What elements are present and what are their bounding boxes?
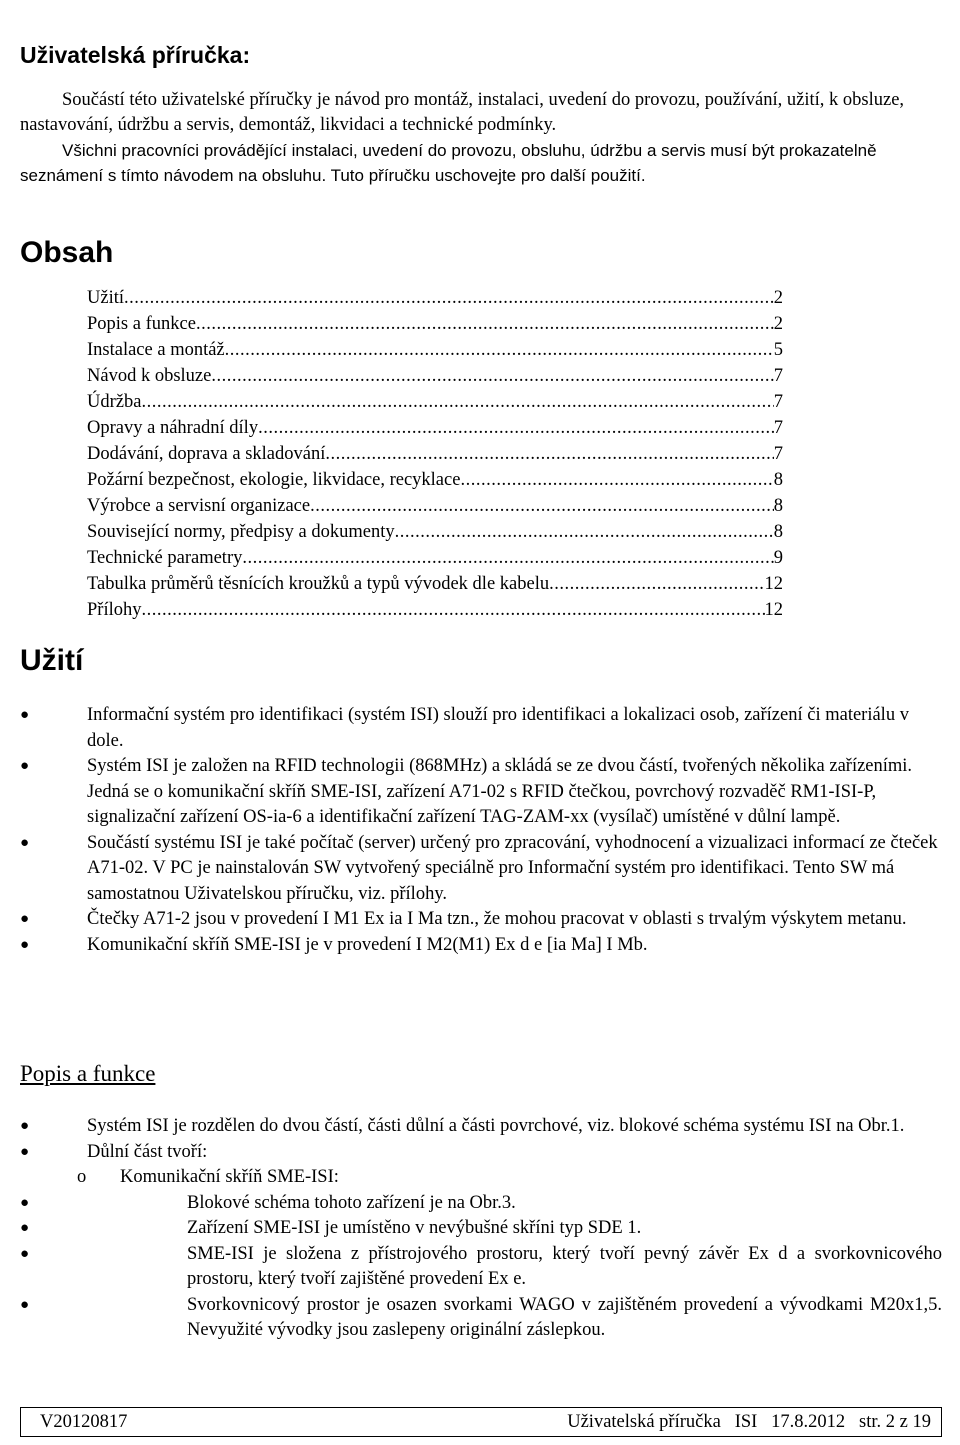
toc-entry-title: Přílohy bbox=[87, 600, 142, 620]
toc-entry-title: Související normy, předpisy a dokumenty bbox=[87, 522, 395, 542]
bullet-icon: ● bbox=[20, 707, 30, 723]
bullet-icon: ● bbox=[20, 936, 30, 953]
toc-entry-page: 2 bbox=[773, 314, 783, 334]
bullet-icon: ● bbox=[20, 1118, 30, 1134]
popis-list bbox=[20, 1114, 942, 1344]
toc-entry-page: 7 bbox=[773, 418, 783, 438]
list-item: ● Systém ISI je založen na RFID technologii (868MHz) a skládá se ze dvou částí, tvořených několika zařízeními. Jedná se o komunikační skříň SME-ISI, zařízení A71-02 s RFID čtečkou, povrchový rozvaděč RM1-ISI-P, signalizační zařízení OS-ia-6 a identifikační zařízení TAG-ZAM-xx (vysílač) umístěné v důlní lampě. bbox=[20, 756, 913, 827]
bullet-icon: ● bbox=[20, 1194, 30, 1211]
toc-entry-page: 8 bbox=[773, 470, 783, 490]
toc-entry-title: Opravy a náhradní díly bbox=[87, 418, 259, 438]
sub-list-item: o Komunikační skříň SME-ISI: bbox=[20, 1165, 942, 1191]
toc-leader bbox=[124, 285, 774, 311]
toc-entry-page: 2 bbox=[773, 288, 783, 308]
toc-leader bbox=[211, 363, 773, 389]
toc-leader bbox=[225, 337, 774, 363]
sub-sub-list-item: ● Svorkovnicový prostor je osazen svorkami WAGO v zajištěném provedení a vývodkami M20x1,5. Nevyužité vývodky jsou zaslepeny originální záslepkou. bbox=[20, 1294, 942, 1340]
list-item: ● Součástí systému ISI je také počítač (server) určený pro zpracování, vyhodnocení a vizualizaci informací ze čteček A71-02. V PC je nainstalován SW vytvořený speciálně pro Informační systém pro identifikaci. Tento SW má samostatnou Uživatelskou příručku, viz. přílohy. bbox=[20, 832, 938, 904]
bullet-icon: ● bbox=[20, 1143, 30, 1160]
toc-leader bbox=[141, 597, 764, 623]
toc-entry-page: 12 bbox=[764, 574, 783, 594]
footer-info: Uživatelská příručka ISI 17.8.2012 str. 2 z 19 bbox=[567, 1412, 931, 1432]
toc-entry-title: Technické parametry bbox=[87, 548, 243, 568]
list-item: ● Systém ISI je rozdělen do dvou částí, části důlní a části povrchové, viz. blokové schéma systému ISI na Obr.1. bbox=[20, 1114, 942, 1140]
toc-leader bbox=[242, 545, 773, 571]
manual-title: Uživatelská příručka: bbox=[20, 42, 251, 68]
toc-entry-vyrobce[interactable] bbox=[87, 493, 783, 519]
toc-entry-tabulka[interactable] bbox=[87, 571, 783, 597]
list-item: ● Důlní část tvoří: o Komunikační skříň SME-ISI: ● Blokové schéma tohoto zařízení je na Obr.3. ● Zařízení SME-ISI je umístěno v nevýbušné skříni typ SDE 1. ● SME-ISI je složena z přístrojového prostoru, který tvoří pevný závěr Ex d a svorkovnicového prostoru, který tvoří zajištěné provedení Ex e. ● Svorkovnicový prostor je osazen svorkami WAGO v zajištěném provedení a vývodkami M20x1,5. Nevyužité vývodky jsou zaslepeny originální záslepkou. bbox=[20, 1140, 942, 1344]
toc-entry-opravy[interactable] bbox=[87, 415, 783, 441]
list-item: ● Komunikační skříň SME-ISI je v provedení I M2(M1) Ex d e [ia Ma] I Mb. bbox=[20, 933, 942, 959]
toc-leader bbox=[395, 519, 774, 545]
toc-leader bbox=[549, 571, 764, 597]
popis-heading: Popis a funkce bbox=[20, 1061, 156, 1086]
toc-entry-page: 7 bbox=[773, 392, 783, 412]
toc-entry-udrzba[interactable] bbox=[87, 389, 783, 415]
toc-entry-page: 7 bbox=[773, 444, 783, 464]
footer-version: V20120817 bbox=[40, 1412, 128, 1432]
intro-section bbox=[20, 88, 942, 188]
bullet-icon: ● bbox=[20, 758, 30, 774]
toc-leader bbox=[325, 441, 773, 467]
toc-leader bbox=[141, 389, 773, 415]
circle-bullet-icon: o bbox=[77, 1167, 87, 1187]
bullet-icon: ● bbox=[20, 1245, 30, 1262]
toc-heading: Obsah bbox=[20, 236, 114, 269]
toc-entry-page: 8 bbox=[773, 496, 783, 516]
toc-entry-instalace-a-montaz[interactable] bbox=[87, 337, 783, 363]
uziti-list bbox=[20, 703, 942, 958]
toc-entry-title: Výrobce a servisní organizace bbox=[87, 496, 311, 516]
toc-leader bbox=[310, 493, 774, 519]
toc-entry-title: Požární bezpečnost, ekologie, likvidace, recyklace bbox=[87, 470, 461, 490]
toc-entry-title: Tabulka průměrů těsnících kroužků a typů vývodek dle kabelu bbox=[87, 574, 550, 594]
toc-leader bbox=[258, 415, 774, 441]
sub-sub-list-item: ● Blokové schéma tohoto zařízení je na Obr.3. bbox=[20, 1191, 942, 1217]
page-footer bbox=[20, 1407, 942, 1437]
toc-entry-pozarni-bezpecnost[interactable] bbox=[87, 467, 783, 493]
toc-entry-title: Užití bbox=[87, 288, 124, 308]
sub-sub-list-item: ● Zařízení SME-ISI je umístěno v nevýbušné skříni typ SDE 1. bbox=[20, 1216, 942, 1242]
list-item: ● Čtečky A71-2 jsou v provedení I M1 Ex ia I Ma tzn., že mohou pracovat v oblasti s trvalým výskytem metanu. bbox=[20, 907, 942, 933]
intro-paragraph-2: Všichni pracovníci provádějící instalaci, uvedení do provozu, obsluhu, údržbu a servis musí být prokazatelně seznámení s tímto návodem na obsluhu. Tuto příručku uschovejte pro další použití. bbox=[20, 141, 877, 185]
table-of-contents bbox=[87, 285, 783, 623]
toc-entry-title: Instalace a montáž bbox=[87, 340, 225, 360]
toc-entry-title: Popis a funkce bbox=[87, 314, 196, 334]
list-item: ● Informační systém pro identifikaci (systém ISI) slouží pro identifikaci a lokalizaci osob, zařízení či materiálu v dole. bbox=[20, 705, 909, 751]
bullet-icon: ● bbox=[20, 834, 30, 851]
bullet-icon: ● bbox=[20, 1220, 30, 1236]
toc-entry-prilohy[interactable] bbox=[87, 597, 783, 623]
toc-entry-page: 9 bbox=[773, 548, 783, 568]
toc-entry-title: Návod k obsluze bbox=[87, 366, 212, 386]
toc-entry-normy[interactable] bbox=[87, 519, 783, 545]
toc-entry-navod-k-obsluze[interactable] bbox=[87, 363, 783, 389]
uziti-heading: Užití bbox=[20, 644, 84, 677]
toc-entry-title: Dodávání, doprava a skladování bbox=[87, 444, 326, 464]
sub-sub-list-item: ● SME-ISI je složena z přístrojového prostoru, který tvoří pevný závěr Ex d a svorkovnicového prostoru, který tvoří zajištěné provedení Ex e. bbox=[20, 1243, 942, 1289]
toc-entry-title: Údržba bbox=[87, 392, 142, 412]
toc-entry-page: 12 bbox=[764, 600, 783, 620]
toc-leader bbox=[196, 311, 774, 337]
intro-paragraph-1: Součástí této uživatelské příručky je návod pro montáž, instalaci, uvedení do provozu, používání, užití, k obsluze, nastavování, údržbu a servis, demontáž, likvidaci a technické podmínky. bbox=[20, 90, 905, 135]
toc-entry-page: 8 bbox=[773, 522, 783, 542]
toc-entry-technicke-parametry[interactable] bbox=[87, 545, 783, 571]
bullet-icon: ● bbox=[20, 1296, 30, 1313]
bullet-icon: ● bbox=[20, 911, 30, 927]
toc-entry-dodavani[interactable] bbox=[87, 441, 783, 467]
toc-entry-uziti[interactable] bbox=[87, 285, 783, 311]
toc-entry-popis-a-funkce[interactable] bbox=[87, 311, 783, 337]
toc-entry-page: 7 bbox=[773, 366, 783, 386]
toc-leader bbox=[460, 467, 773, 493]
toc-entry-page: 5 bbox=[773, 340, 783, 360]
